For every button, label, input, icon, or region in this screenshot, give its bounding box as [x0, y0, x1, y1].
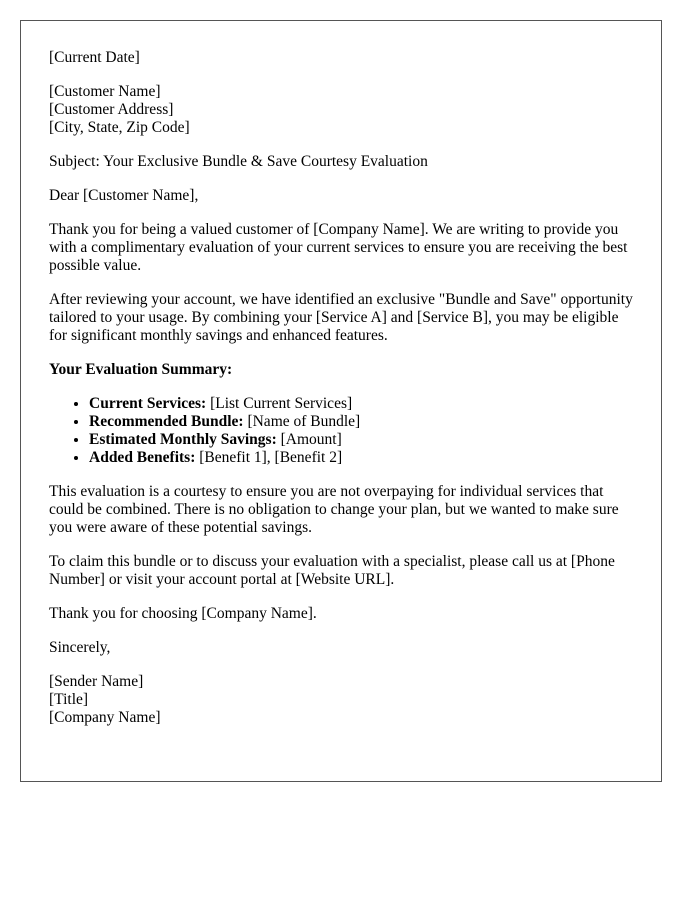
- summary-list: [49, 395, 633, 467]
- summary-item-estimated-savings: [89, 431, 633, 449]
- letter-subject: Subject: Your Exclusive Bundle & Save Courtesy Evaluation: [49, 153, 428, 170]
- letter-document: [20, 20, 662, 782]
- summary-item-value: [Benefit 1], [Benefit 2]: [195, 449, 343, 466]
- sender-company: [Company Name]: [49, 709, 161, 726]
- recipient-address-block: [49, 83, 633, 137]
- contact-paragraph: To claim this bundle or to discuss your evaluation with a specialist, please call us at [Phone Number] or visit your account portal at [Website URL].: [49, 553, 615, 588]
- summary-item-value: [Name of Bundle]: [243, 413, 361, 430]
- courtesy-paragraph: This evaluation is a courtesy to ensure you are not overpaying for individual services that could be combined. There is no obligation to change your plan, but we wanted to make sure you were aware of these potential savings.: [49, 483, 619, 536]
- thank-you-paragraph: Thank you for choosing [Company Name].: [49, 605, 317, 622]
- summary-item-value: [Amount]: [276, 431, 342, 448]
- summary-heading: Your Evaluation Summary:: [49, 361, 233, 378]
- summary-item-label: Added Benefits:: [89, 449, 196, 466]
- sender-name: [Sender Name]: [49, 673, 144, 690]
- intro-paragraph: Thank you for being a valued customer of [Company Name]. We are writing to provide you with a complimentary evaluation of your current services to ensure you are receiving the best possible value.: [49, 221, 628, 274]
- bundle-paragraph: After reviewing your account, we have identified an exclusive "Bundle and Save" opportunity tailored to your usage. By combining your [Service A] and [Service B], you may be eligible for significant monthly savings and enhanced features.: [49, 291, 633, 344]
- sender-title: [Title]: [49, 691, 89, 708]
- summary-item-value: [List Current Services]: [206, 395, 353, 412]
- summary-item-recommended-bundle: [89, 413, 633, 431]
- summary-item-label: Recommended Bundle:: [89, 413, 244, 430]
- letter-salutation: Dear [Customer Name],: [49, 187, 199, 204]
- summary-item-current-services: [89, 395, 633, 413]
- summary-item-label: Estimated Monthly Savings:: [89, 431, 277, 448]
- letter-date: [Current Date]: [49, 49, 140, 66]
- summary-item-added-benefits: [89, 449, 633, 467]
- recipient-address: [Customer Address]: [49, 101, 174, 118]
- sender-signature-block: [49, 673, 633, 727]
- recipient-city-state-zip: [City, State, Zip Code]: [49, 119, 190, 136]
- letter-signoff: Sincerely,: [49, 639, 111, 656]
- summary-item-label: Current Services:: [89, 395, 207, 412]
- recipient-name: [Customer Name]: [49, 83, 161, 100]
